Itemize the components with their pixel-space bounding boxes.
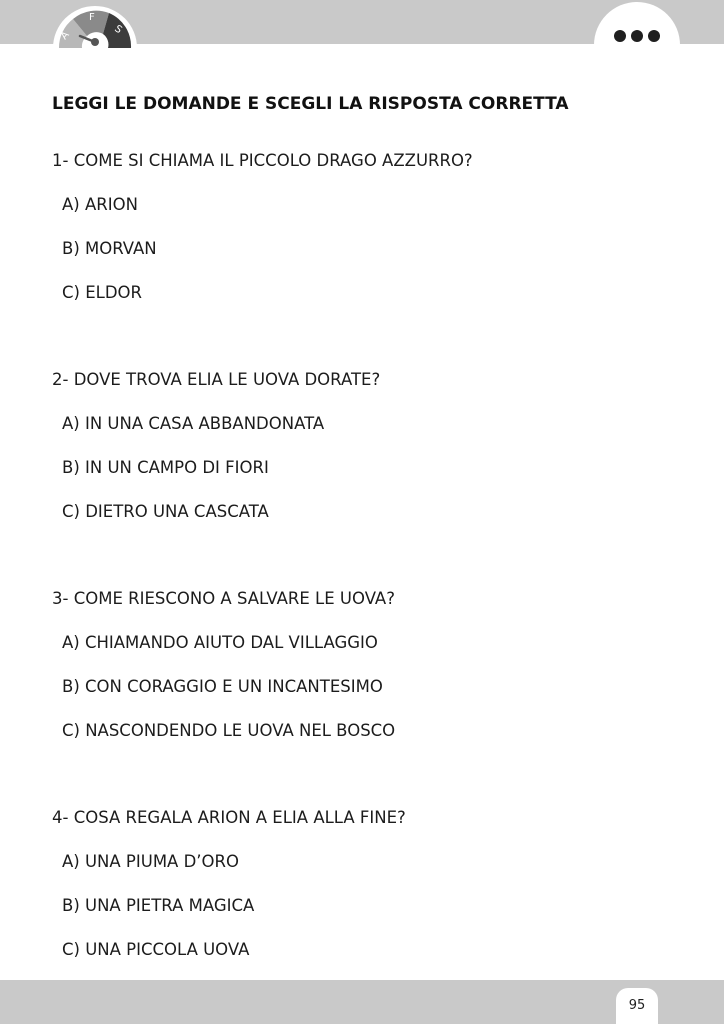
gauge-letter-f: F: [89, 12, 95, 23]
question-4-option-c[interactable]: C) UNA PICCOLA UOVA: [62, 940, 250, 959]
question-3-option-b[interactable]: B) CON CORAGGIO E UN INCANTESIMO: [62, 677, 383, 696]
question-1-option-c[interactable]: C) ELDOR: [62, 283, 142, 302]
question-4-option-b[interactable]: B) UNA PIETRA MAGICA: [62, 896, 255, 915]
question-2-option-c[interactable]: C) DIETRO UNA CASCATA: [62, 502, 269, 521]
dot: [648, 30, 660, 42]
gauge-letter-a: A: [58, 29, 72, 42]
dot: [614, 30, 626, 42]
question-2-option-b[interactable]: B) IN UN CAMPO DI FIORI: [62, 458, 269, 477]
gauge-icon: [51, 0, 139, 48]
page-number-tab: [616, 988, 658, 1028]
question-2: 2- DOVE TROVA ELIA LE UOVA DORATE?: [52, 370, 381, 389]
question-4: 4- COSA REGALA ARION A ELIA ALLA FINE?: [52, 808, 406, 827]
question-2-option-a[interactable]: A) IN UNA CASA ABBANDONATA: [62, 414, 325, 433]
worksheet-title: LEGGI LE DOMANDE E SCEGLI LA RISPOSTA CORRETTA: [52, 94, 569, 114]
page-number: 95: [628, 998, 646, 1013]
question-1: 1- COME SI CHIAMA IL PICCOLO DRAGO AZZURRO?: [52, 151, 473, 170]
question-3: 3- COME RIESCONO A SALVARE LE UOVA?: [52, 589, 395, 608]
gauge-letter-s: S: [112, 23, 124, 37]
question-3-option-c[interactable]: C) NASCONDENDO LE UOVA NEL BOSCO: [62, 721, 396, 740]
more-dots-icon[interactable]: [614, 28, 660, 44]
question-4-option-a[interactable]: A) UNA PIUMA D’ORO: [62, 852, 239, 871]
question-1-option-a[interactable]: A) ARION: [62, 195, 138, 214]
question-3-option-a[interactable]: A) CHIAMANDO AIUTO DAL VILLAGGIO: [62, 633, 378, 652]
dot: [631, 30, 643, 42]
question-1-option-b[interactable]: B) MORVAN: [62, 239, 157, 258]
